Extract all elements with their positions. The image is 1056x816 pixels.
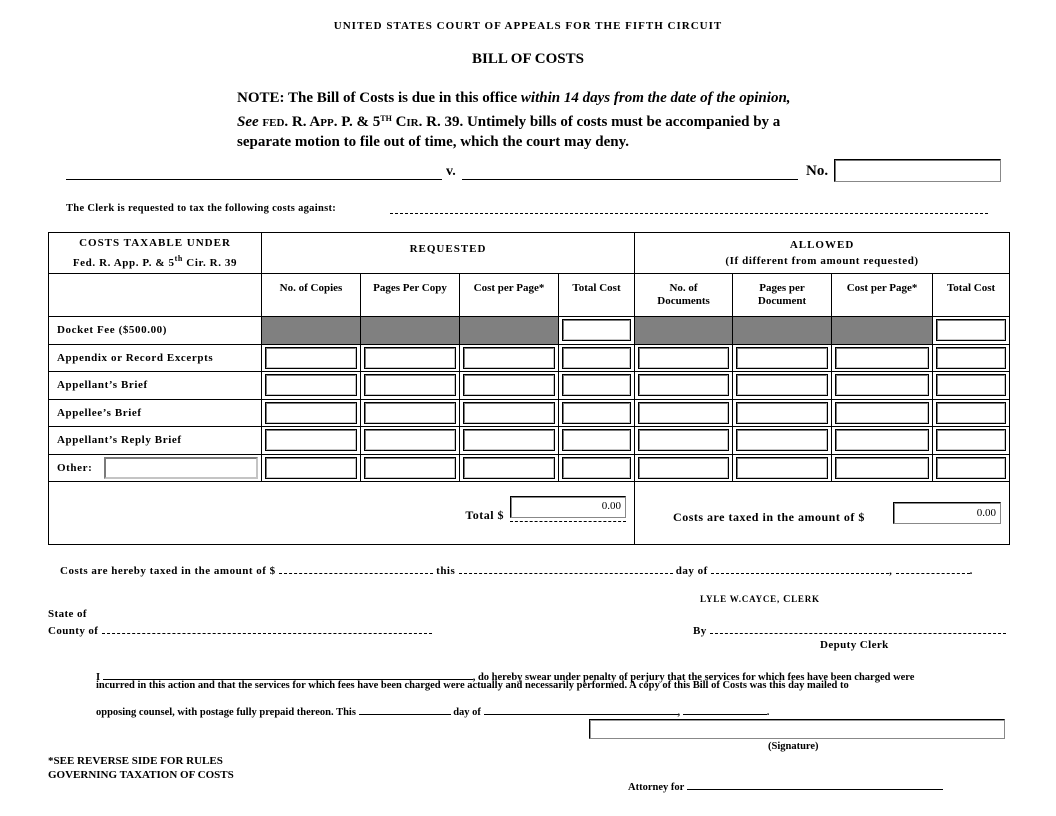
requested-total-wrap	[49, 482, 634, 544]
note-smallcaps: PP	[320, 116, 334, 129]
note-italic: within 14 days from the date of the opinion, See	[237, 90, 791, 130]
cell	[361, 399, 460, 427]
col-total-cost-requested: Total Cost	[559, 274, 635, 317]
requested-header: REQUESTED	[262, 233, 635, 274]
requested-total-input[interactable]: 0.00	[510, 496, 626, 518]
row-label: Other:	[57, 461, 93, 474]
affidavit-year-line[interactable]	[683, 705, 767, 715]
col-pages-per-document: Pages per Document	[733, 274, 832, 317]
allowed-title: ALLOWED	[789, 239, 855, 251]
affidavit-text: opposing counsel, with postage fully prepaid thereon. This	[96, 707, 359, 718]
cell	[262, 344, 361, 372]
taxation-day-line[interactable]	[459, 564, 673, 574]
appellant-party-line[interactable]	[66, 162, 442, 180]
allowed-total-cost-input[interactable]	[936, 429, 1006, 451]
docket-total-cost-allowed-input[interactable]	[936, 319, 1006, 341]
requested-total-cell	[49, 482, 635, 545]
cost-per-page-input[interactable]	[463, 347, 555, 369]
note-text: NOTE: The Bill of Costs is due in this office	[237, 90, 521, 106]
table-row-docket-fee	[49, 317, 1010, 345]
note-text: . P. & 5	[333, 113, 381, 130]
pages-per-copy-input[interactable]	[364, 402, 456, 424]
allowed-cost-per-page-input[interactable]	[835, 347, 929, 369]
form-title: BILL OF COSTS	[472, 51, 584, 67]
cell	[933, 399, 1010, 427]
cell	[635, 454, 733, 482]
total-underline	[510, 521, 626, 522]
total-cost-input[interactable]	[562, 429, 631, 451]
county-line[interactable]	[102, 624, 432, 634]
header-text: Cir. R. 39	[182, 257, 238, 269]
cell	[635, 372, 733, 400]
taxation-year-line[interactable]	[896, 564, 970, 574]
costs-taxable-header	[49, 233, 262, 274]
cell	[635, 399, 733, 427]
county-of	[48, 624, 432, 637]
taxation-statement	[60, 564, 973, 577]
cell	[832, 454, 933, 482]
cell	[832, 399, 933, 427]
versus-label: v.	[446, 164, 456, 179]
pages-per-copy-input[interactable]	[364, 347, 456, 369]
disabled-cell	[361, 317, 460, 345]
copies-input[interactable]	[265, 347, 357, 369]
header-sup: th	[174, 254, 183, 263]
table-row-appendix	[49, 344, 1010, 372]
cell	[361, 372, 460, 400]
blank-header	[49, 274, 262, 317]
disabled-cell	[460, 317, 559, 345]
allowed-cost-per-page-input[interactable]	[835, 402, 929, 424]
table-row-appellant-reply-brief	[49, 427, 1010, 455]
cell	[262, 454, 361, 482]
note-smallcaps: IR	[406, 116, 419, 129]
note-text: C	[391, 113, 407, 130]
cell	[361, 344, 460, 372]
cell	[460, 372, 559, 400]
allowed-total-cost-input[interactable]	[936, 402, 1006, 424]
table-row-appellee-brief	[49, 399, 1010, 427]
cell	[460, 427, 559, 455]
other-label-cell	[49, 454, 262, 482]
signature-input[interactable]	[589, 719, 1005, 739]
affiant-name-line[interactable]	[103, 670, 473, 680]
cell	[460, 344, 559, 372]
disabled-cell	[832, 317, 933, 345]
allowed-total-cost-input[interactable]	[936, 374, 1006, 396]
copies-input[interactable]	[265, 429, 357, 451]
copies-input[interactable]	[265, 402, 357, 424]
cell	[559, 317, 635, 345]
signature-label: (Signature)	[768, 741, 819, 752]
cell	[832, 344, 933, 372]
taxation-month-line[interactable]	[711, 564, 889, 574]
pages-per-document-input[interactable]	[736, 402, 828, 424]
reverse-side-note: *SEE REVERSE SIDE FOR RULES	[48, 755, 223, 767]
table-row-appellant-brief	[49, 372, 1010, 400]
note-fed: FED	[262, 116, 285, 129]
table-row-other	[49, 454, 1010, 482]
pages-per-document-input[interactable]	[736, 429, 828, 451]
affidavit-text: day of	[450, 707, 484, 718]
cell	[933, 427, 1010, 455]
total-cost-input[interactable]	[562, 347, 631, 369]
deputy-clerk-label: Deputy Clerk	[820, 639, 889, 651]
allowed-total-cost-input[interactable]	[936, 347, 1006, 369]
affidavit-day-line[interactable]	[359, 705, 451, 715]
by-deputy	[693, 624, 1006, 637]
total-cost-input[interactable]	[562, 457, 631, 479]
clerk-name	[700, 594, 820, 605]
cell	[262, 427, 361, 455]
pages-per-document-input[interactable]	[736, 374, 828, 396]
totals-row	[49, 482, 1010, 545]
county-of-label: County of	[48, 625, 102, 637]
affidavit-month-line[interactable]	[484, 705, 678, 715]
header-line	[49, 251, 261, 271]
court-name: UNITED STATES COURT OF APPEALS FOR THE FIFTH CIRCUIT	[333, 20, 723, 32]
cell	[733, 427, 832, 455]
requested-total-label: Total $	[465, 508, 505, 522]
case-number-input[interactable]	[834, 159, 1001, 182]
pages-per-document-input[interactable]	[736, 457, 828, 479]
cost-per-page-input[interactable]	[463, 374, 555, 396]
by-label: By	[693, 625, 710, 637]
affidavit-text: ,	[677, 707, 683, 718]
cell	[933, 372, 1010, 400]
docket-total-cost-requested-input[interactable]	[562, 319, 631, 341]
row-label: Appellant’s Brief	[49, 372, 262, 400]
attorney-for-line[interactable]	[687, 780, 943, 790]
documents-input[interactable]	[638, 347, 729, 369]
case-number-label: No.	[806, 163, 829, 179]
documents-input[interactable]	[638, 374, 729, 396]
deputy-signature-line[interactable]	[710, 624, 1006, 634]
cell	[262, 399, 361, 427]
documents-input[interactable]	[638, 429, 729, 451]
col-no-of-copies: No. of Copies	[262, 274, 361, 317]
cell	[559, 344, 635, 372]
allowed-subtitle: (If different from amount requested)	[725, 255, 919, 267]
col-no-of-documents: No. of Documents	[635, 274, 733, 317]
cell	[361, 454, 460, 482]
disabled-cell	[635, 317, 733, 345]
row-label: Appendix or Record Excerpts	[49, 344, 262, 372]
col-cost-per-page-allowed: Cost per Page*	[832, 274, 933, 317]
clerk-title: LERK	[791, 594, 820, 604]
clerk-name-text: LYLE W.CAYCE,	[700, 594, 784, 604]
cell	[559, 427, 635, 455]
cell	[933, 454, 1010, 482]
cell	[832, 372, 933, 400]
row-label: Appellant’s Reply Brief	[49, 427, 262, 455]
note-text: . R. A	[284, 113, 321, 130]
reverse-side-note: GOVERNING TAXATION OF COSTS	[48, 769, 234, 781]
pages-per-document-input[interactable]	[736, 347, 828, 369]
clerk-request-label: The Clerk is requested to tax the following costs against:	[66, 203, 337, 214]
affidavit-line-3	[96, 705, 769, 718]
allowed-total-cell	[635, 482, 1010, 545]
appellee-party-line[interactable]	[462, 162, 798, 180]
cell	[635, 344, 733, 372]
note-text: . R. 39. Untimely bills of costs must be accompanied by a separate motion to file out of time, which the court may deny.	[237, 113, 781, 150]
cell	[559, 399, 635, 427]
cell	[635, 427, 733, 455]
taxed-amount-line[interactable]	[279, 564, 433, 574]
taxation-text: this	[432, 565, 459, 577]
cell	[460, 454, 559, 482]
cell	[262, 372, 361, 400]
cell	[733, 399, 832, 427]
allowed-header	[635, 233, 1010, 274]
total-cost-input[interactable]	[562, 374, 631, 396]
state-of-label: State of	[48, 608, 87, 620]
cell	[559, 454, 635, 482]
note-sup: TH	[380, 113, 392, 123]
cost-per-page-input[interactable]	[463, 402, 555, 424]
allowed-total-cost-input[interactable]	[936, 457, 1006, 479]
cell	[733, 372, 832, 400]
copies-input[interactable]	[265, 374, 357, 396]
other-description-input[interactable]	[104, 457, 258, 479]
header-text: Fed. R. App. P. & 5	[72, 257, 175, 269]
disabled-cell	[733, 317, 832, 345]
cell	[361, 427, 460, 455]
pages-per-copy-input[interactable]	[364, 374, 456, 396]
disabled-cell	[262, 317, 361, 345]
clerk-title: C	[783, 594, 792, 605]
row-label: Appellee’s Brief	[49, 399, 262, 427]
affidavit-text: I	[96, 672, 103, 683]
cost-per-page-input[interactable]	[463, 457, 555, 479]
col-cost-per-page-requested: Cost per Page*	[460, 274, 559, 317]
cell	[733, 344, 832, 372]
affidavit-line-2: incurred in this action and that the services for which fees have been charged were actually and necessarily performed. A copy of this Bill of Costs was this day mailed to	[96, 680, 849, 691]
allowed-cost-per-page-input[interactable]	[835, 374, 929, 396]
row-label: Docket Fee ($500.00)	[49, 317, 262, 345]
cell	[933, 317, 1010, 345]
taxed-amount-input[interactable]: 0.00	[893, 502, 1001, 524]
cell	[733, 454, 832, 482]
costs-against-line[interactable]	[390, 213, 988, 214]
documents-input[interactable]	[638, 402, 729, 424]
cost-per-page-input[interactable]	[463, 429, 555, 451]
allowed-total-wrap	[635, 482, 1009, 544]
pages-per-copy-input[interactable]	[364, 457, 456, 479]
cell	[933, 344, 1010, 372]
col-total-cost-allowed: Total Cost	[933, 274, 1010, 317]
pages-per-copy-input[interactable]	[364, 429, 456, 451]
col-pages-per-copy: Pages Per Copy	[361, 274, 460, 317]
other-wrap	[57, 455, 261, 482]
allowed-cost-per-page-input[interactable]	[835, 429, 929, 451]
filing-note	[237, 89, 797, 153]
affidavit-text: , do hereby swear under penalty of perjury that the services for which fees have been charged were	[472, 672, 915, 683]
taxation-text: Costs are hereby taxed in the amount of $	[60, 565, 279, 577]
allowed-cost-per-page-input[interactable]	[835, 457, 929, 479]
cell	[460, 399, 559, 427]
taxation-text: day of	[672, 565, 712, 577]
costs-table	[48, 232, 1010, 545]
documents-input[interactable]	[638, 457, 729, 479]
taxed-amount-label: Costs are taxed in the amount of $	[673, 510, 865, 524]
copies-input[interactable]	[265, 457, 357, 479]
cell	[832, 427, 933, 455]
taxation-text: .	[969, 565, 973, 577]
header-line: COSTS TAXABLE UNDER	[79, 237, 231, 249]
total-cost-input[interactable]	[562, 402, 631, 424]
attorney-for	[628, 780, 943, 793]
affidavit-text: .	[766, 707, 770, 718]
cell	[559, 372, 635, 400]
attorney-for-label: Attorney for	[628, 782, 687, 793]
taxation-text: ,	[889, 565, 896, 577]
